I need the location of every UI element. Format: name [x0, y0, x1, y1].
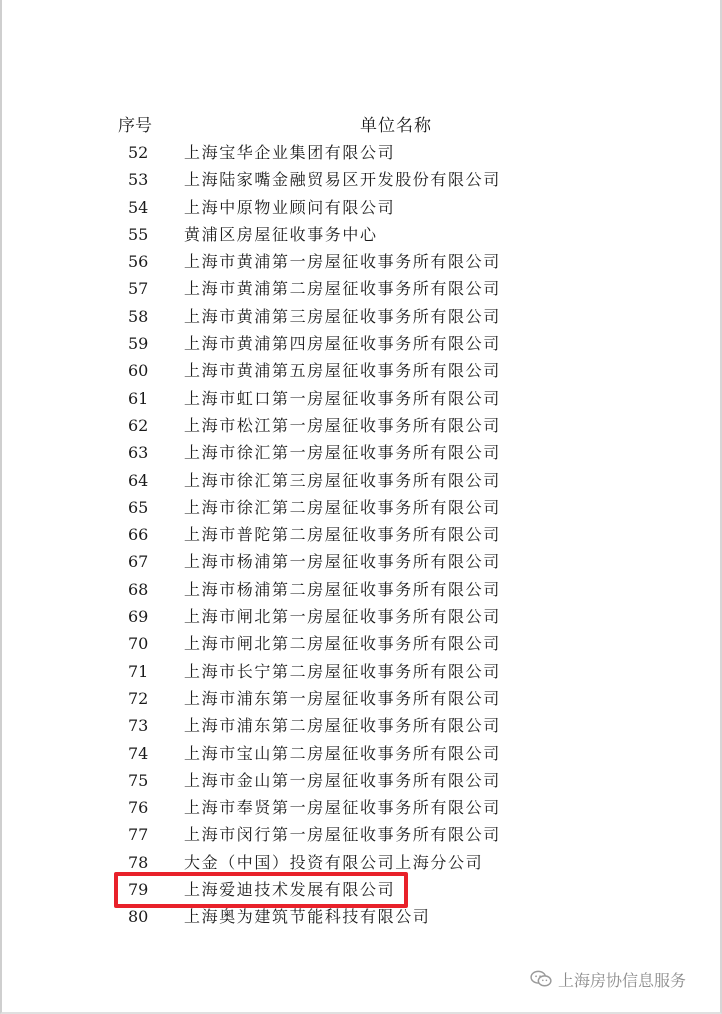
- organization-name: 上海市黄浦第五房屋征收事务所有限公司: [184, 361, 501, 381]
- organization-name: 上海市浦东第二房屋征收事务所有限公司: [184, 716, 501, 736]
- table-row: [0, 275, 722, 302]
- table-header: [0, 113, 722, 139]
- row-number: 73: [128, 716, 149, 736]
- row-number: 74: [128, 743, 149, 763]
- organization-name: 上海市闸北第一房屋征收事务所有限公司: [184, 607, 501, 627]
- row-number: 55: [128, 224, 149, 244]
- row-number: 71: [128, 661, 149, 681]
- table-row: [0, 767, 722, 794]
- row-number: 60: [128, 361, 149, 381]
- table-row: [0, 303, 722, 330]
- organization-name: 上海市杨浦第二房屋征收事务所有限公司: [184, 579, 501, 599]
- organization-name: 上海市宝山第二房屋征收事务所有限公司: [184, 743, 501, 763]
- row-number: 61: [128, 388, 149, 408]
- row-number: 54: [128, 197, 149, 217]
- row-number: 52: [128, 143, 149, 162]
- row-number: 70: [128, 634, 149, 654]
- table-row: [0, 521, 722, 548]
- organization-name: 上海市松江第一房屋征收事务所有限公司: [184, 415, 501, 435]
- table-row: [0, 712, 722, 739]
- organization-name: 上海市徐汇第二房屋征收事务所有限公司: [184, 497, 501, 517]
- table-row: [0, 330, 722, 357]
- organization-name: 上海宝华企业集团有限公司: [184, 143, 396, 162]
- organization-name: 上海市虹口第一房屋征收事务所有限公司: [184, 388, 501, 408]
- organization-name: 黄浦区房屋征收事务中心: [184, 224, 378, 244]
- table-row: [0, 248, 722, 275]
- table-row: [0, 821, 722, 848]
- organization-list: [0, 139, 722, 931]
- table-row: [0, 658, 722, 685]
- organization-name: 上海市徐汇第三房屋征收事务所有限公司: [184, 470, 501, 490]
- wechat-icon: [530, 970, 552, 988]
- row-number: 72: [128, 688, 149, 708]
- row-number: 80: [128, 907, 149, 927]
- watermark-text: 上海房协信息服务: [558, 970, 687, 990]
- organization-name: 上海市徐汇第一房屋征收事务所有限公司: [184, 443, 501, 463]
- organization-name: 上海市闵行第一房屋征收事务所有限公司: [184, 825, 501, 845]
- organization-name: 上海市奉贤第一房屋征收事务所有限公司: [184, 798, 501, 818]
- organization-name: 上海市长宁第二房屋征收事务所有限公司: [184, 661, 501, 681]
- organization-name: 上海市金山第一房屋征收事务所有限公司: [184, 770, 501, 790]
- organization-name: 上海陆家嘴金融贸易区开发股份有限公司: [184, 170, 501, 190]
- table-row: [0, 221, 722, 248]
- organization-name: 上海中原物业顾问有限公司: [184, 197, 396, 217]
- table-row: [0, 794, 722, 821]
- row-number: 62: [128, 415, 149, 435]
- row-number: 75: [128, 770, 149, 790]
- table-row: [0, 603, 722, 630]
- table-row: [0, 166, 722, 193]
- organization-name: 上海市黄浦第四房屋征收事务所有限公司: [184, 334, 501, 354]
- organization-name: 上海奥为建筑节能科技有限公司: [184, 907, 431, 927]
- table-row: [0, 357, 722, 384]
- row-number: 77: [128, 825, 149, 845]
- row-number: 66: [128, 525, 149, 545]
- row-number: 63: [128, 443, 149, 463]
- table-row: [0, 740, 722, 767]
- organization-name: 上海市杨浦第一房屋征收事务所有限公司: [184, 552, 501, 572]
- organization-name: 上海市浦东第一房屋征收事务所有限公司: [184, 688, 501, 708]
- table-row: [0, 139, 722, 166]
- row-number: 78: [128, 852, 149, 872]
- table-row: [0, 412, 722, 439]
- row-number: 65: [128, 497, 149, 517]
- column-header-name: 单位名称: [360, 116, 432, 136]
- row-number: 76: [128, 798, 149, 818]
- organization-name: 上海市普陀第二房屋征收事务所有限公司: [184, 525, 501, 545]
- row-number: 58: [128, 306, 149, 326]
- organization-name: 上海市黄浦第三房屋征收事务所有限公司: [184, 306, 501, 326]
- table-row: [0, 194, 722, 221]
- table-row: [0, 439, 722, 466]
- table-row: [0, 467, 722, 494]
- table-row: [0, 548, 722, 575]
- highlight-box: [114, 872, 408, 908]
- organization-name: 上海市黄浦第二房屋征收事务所有限公司: [184, 279, 501, 299]
- column-header-number: 序号: [118, 116, 152, 136]
- table-row: [0, 630, 722, 657]
- organization-name: 上海市闸北第二房屋征收事务所有限公司: [184, 634, 501, 654]
- row-number: 68: [128, 579, 149, 599]
- table-row: [0, 685, 722, 712]
- row-number: 79: [128, 880, 149, 900]
- row-number: 59: [128, 334, 149, 354]
- row-number: 56: [128, 252, 149, 272]
- table-row: [0, 494, 722, 521]
- row-number: 69: [128, 607, 149, 627]
- organization-name: 上海市黄浦第一房屋征收事务所有限公司: [184, 252, 501, 272]
- table-row: [0, 576, 722, 603]
- organization-name: 大金（中国）投资有限公司上海分公司: [184, 852, 484, 872]
- watermark: [530, 966, 686, 992]
- row-number: 57: [128, 279, 149, 299]
- table-row: [0, 385, 722, 412]
- row-number: 53: [128, 170, 149, 190]
- organization-name: 上海爱迪技术发展有限公司: [184, 880, 396, 900]
- row-number: 64: [128, 470, 149, 490]
- row-number: 67: [128, 552, 149, 572]
